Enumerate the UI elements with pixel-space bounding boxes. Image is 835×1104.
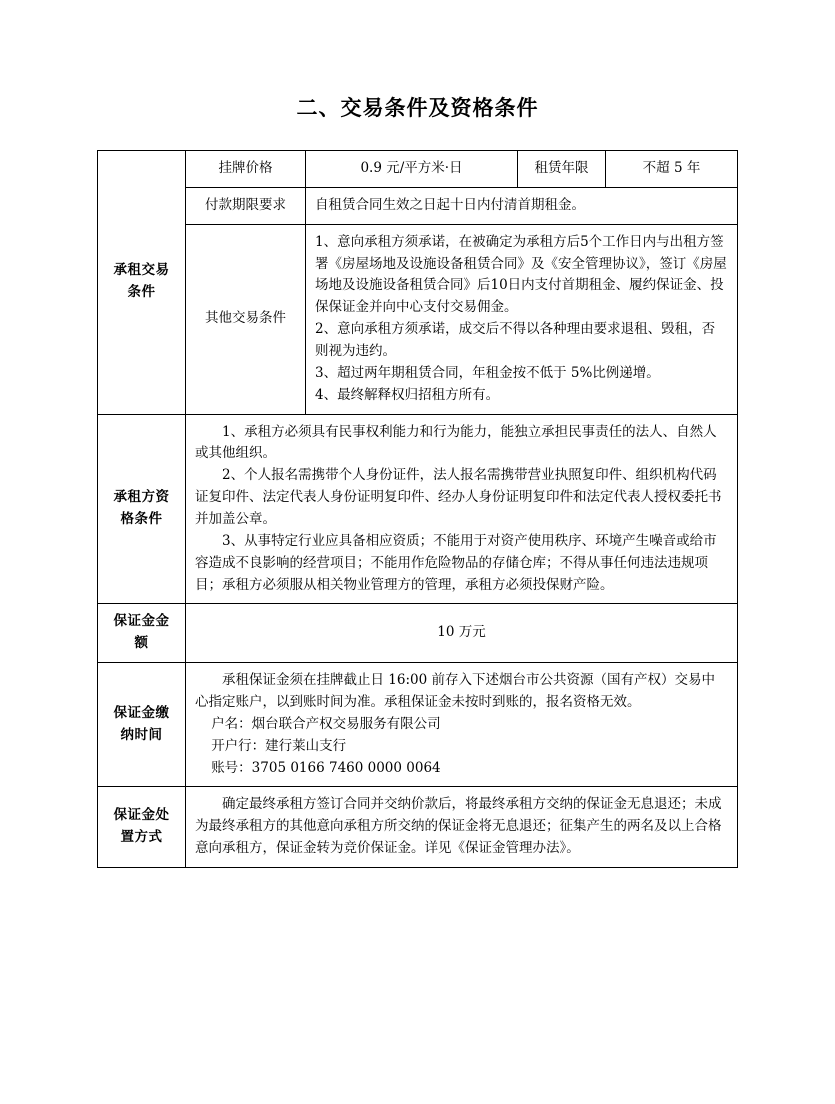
bank-account-name: 户名：烟台联合产权交易服务有限公司 — [211, 715, 441, 732]
terms-table — [97, 150, 738, 868]
other-condition-item: 1、意向承租方须承诺，在被确定为承租方后5个工作日内与出租方签署《房屋场地及设施设备租赁合同》及《安全管理协议》，签订《房屋场地及设施设备租赁合同》后10日内支付首期租金、履约保证金、投保保证金并向中心支付交易佣金。 — [315, 233, 727, 316]
cell-price-label: 挂牌价格 — [186, 151, 306, 188]
row-label-deposit-disposal: 保证金处置方式 — [98, 787, 186, 868]
cell-deposit-amount-value: 10 万元 — [186, 604, 738, 663]
qualification-item: 1、承租方必须具有民事权利能力和行为能力，能独立承担民事责任的法人、自然人或其他组织。 — [195, 423, 717, 462]
other-condition-item: 4、最终解释权归招租方所有。 — [315, 386, 500, 403]
qualification-item: 3、从事特定行业应具备相应资质；不能用于对资产使用秩序、环境产生噪音或给市容造成不良影响的经营项目；不能用作危险物品的存储仓库；不得从事任何违法违规项目；承租方必须服从相关物业管理方的管理，承租方必须投保财产险。 — [195, 532, 717, 593]
other-condition-item: 2、意向承租方须承诺，成交后不得以各种理由要求退租、毁租，否则视为违约。 — [315, 321, 716, 360]
qualification-item: 2、个人报名需携带个人身份证件，法人报名需携带营业执照复印件、组织机构代码证复印件、法定代表人身份证明复印件、经办人身份证明复印件和法定代表人授权委托书并加盖公章。 — [195, 467, 722, 528]
deposit-disposal-text: 确定最终承租方签订合同并交纳价款后，将最终承租方交纳的保证金无息退还；未成为最终承租方的其他意向承租方所交纳的保证金将无息退还；征集产生的两名及以上合格意向承租方，保证金转为竞价保证金。详见《保证金管理办法》。 — [195, 796, 722, 857]
table-row — [98, 414, 738, 604]
cell-lease-term-value: 不超 5 年 — [606, 151, 738, 188]
page-title: 二、交易条件及资格条件 — [296, 95, 539, 120]
row-label-deposit-amount: 保证金金额 — [98, 604, 186, 663]
cell-qualification-value — [186, 414, 738, 604]
table-row — [98, 187, 738, 224]
table-row — [98, 224, 738, 414]
bank-account-number: 账号：3705 0166 7460 0000 0064 — [211, 759, 441, 776]
bank-branch: 开户行：建行莱山支行 — [211, 737, 347, 754]
row-label-deposit-time: 保证金缴纳时间 — [98, 663, 186, 787]
table-row — [98, 663, 738, 787]
table-row — [98, 151, 738, 188]
table-row — [98, 604, 738, 663]
bank-info — [195, 714, 728, 780]
other-condition-item: 3、超过两年期租赁合同，年租金按不低于 5%比例递增。 — [315, 364, 660, 381]
row-label-qualification: 承租方资格条件 — [98, 414, 186, 604]
cell-other-conditions-value — [306, 224, 738, 414]
cell-other-conditions-label: 其他交易条件 — [186, 224, 306, 414]
table-row — [98, 787, 738, 868]
cell-payment-value: 自租赁合同生效之日起十日内付清首期租金。 — [306, 187, 738, 224]
deposit-time-text: 承租保证金须在挂牌截止日 16:00 前存入下述烟台市公共资源（国有产权）交易中心指定账户，以到账时间为准。承租保证金未按时到账的，报名资格无效。 — [195, 672, 715, 711]
cell-price-value: 0.9 元/平方米·日 — [306, 151, 518, 188]
cell-lease-term-label: 租赁年限 — [518, 151, 606, 188]
cell-deposit-time-value — [186, 663, 738, 787]
cell-payment-label: 付款期限要求 — [186, 187, 306, 224]
row-label-trade-conditions: 承租交易条件 — [98, 151, 186, 415]
cell-deposit-disposal-value — [186, 787, 738, 868]
